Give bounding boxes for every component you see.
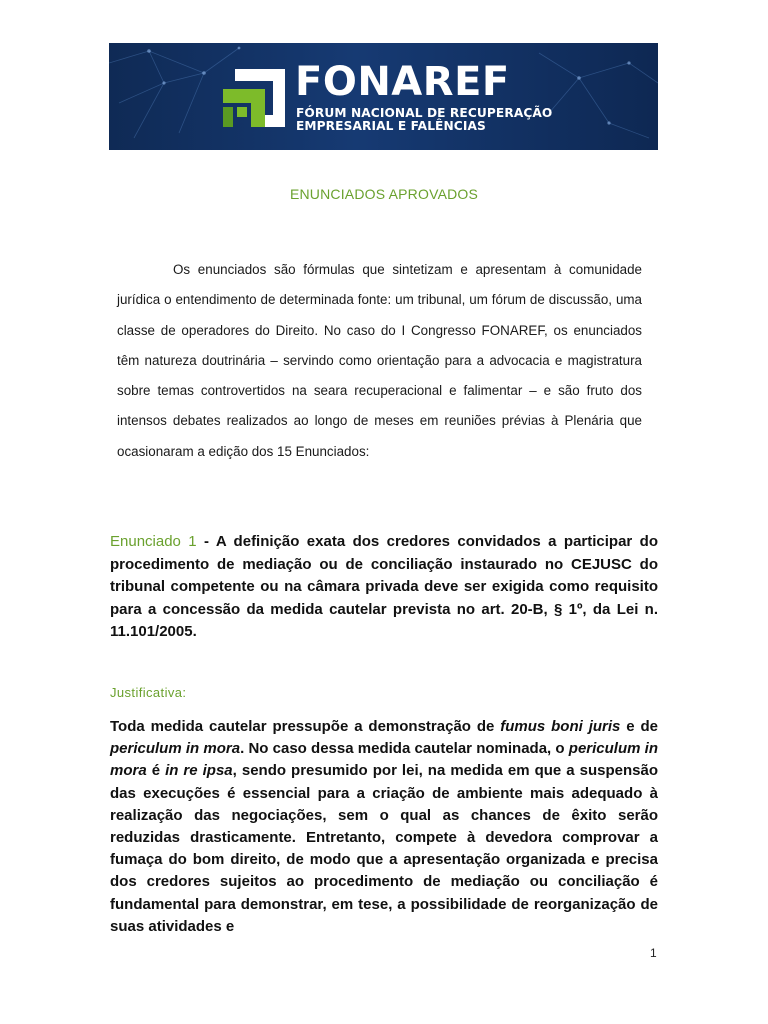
enunciado-text: - A definição exata dos credores convidados a participar do procedimento de mediação ou de conciliação instaurado no CEJUSC do tribunal competente ou na câmara privada deve ser exigida como requisito para a concessão da medida cautelar prevista no art. 20-B, § 1º, da Lei n. 11.101/2005. (110, 533, 658, 640)
brand-subtitle-line-2: EMPRESARIAL E FALÊNCIAS (296, 119, 486, 133)
brand-subtitle (296, 107, 552, 133)
brand-name: FONAREF (295, 59, 510, 105)
enunciado-label: Enunciado 1 (110, 533, 197, 550)
just-part-3: . No caso dessa medida cautelar nominada, o (240, 740, 569, 758)
just-part-1: Toda medida cautelar pressupõe a demonstração de (110, 718, 501, 735)
enunciado-1 (110, 531, 658, 644)
just-italic-4: in re ipsa (165, 762, 233, 780)
just-part-2: e de (620, 718, 659, 735)
brand-subtitle-line-1: FÓRUM NACIONAL DE RECUPERAÇÃO (296, 106, 553, 120)
just-italic-3: periculum in mora (110, 740, 658, 780)
intro-text: Os enunciados são fórmulas que sintetizam e apresentam à comunidade jurídica o entendimento de determinada fonte: um tribunal, um fórum de discussão, uma classe de operadores do Direito. No caso do I Congresso FONAREF, os enunciados têm natureza doutrinária – servindo como orientação para a advocacia e magistratura sobre temas controvertidos na seara recuperacional e falimentar – e são fruto dos intensos debates realizados ao longo de meses em reuniões prévias à Plenária que ocasionaram a edição dos 15 Enunciados: (117, 262, 642, 459)
header-banner (109, 43, 658, 150)
just-part-5: , sendo presumido por lei, na medida em que a suspensão das execuções é essencial para a criação de ambiente mais adequado à realização das negociações, sem o qual as chances de êxito serão reduzidas drasticamente. Entretanto, compete à devedora comprovar a fumaça do bom direito, de modo que a apresentação organizada e precisa dos credores sujeitos ao procedimento de mediação ou conciliação é fundamental para demonstrar, em tese, a possibilidade de reorganização de suas atividades e (110, 762, 658, 935)
page-title: ENUNCIADOS APROVADOS (289, 186, 479, 202)
fonaref-logo-icon (221, 67, 287, 129)
just-italic-2: periculum in mora (110, 740, 241, 758)
justificativa-text (110, 716, 658, 938)
just-italic-1: fumus boni juris (500, 718, 621, 735)
page-number: 1 (650, 946, 657, 960)
justificativa-label: Justificativa: (110, 685, 187, 700)
intro-paragraph (117, 255, 642, 467)
just-part-4: é (146, 762, 166, 780)
